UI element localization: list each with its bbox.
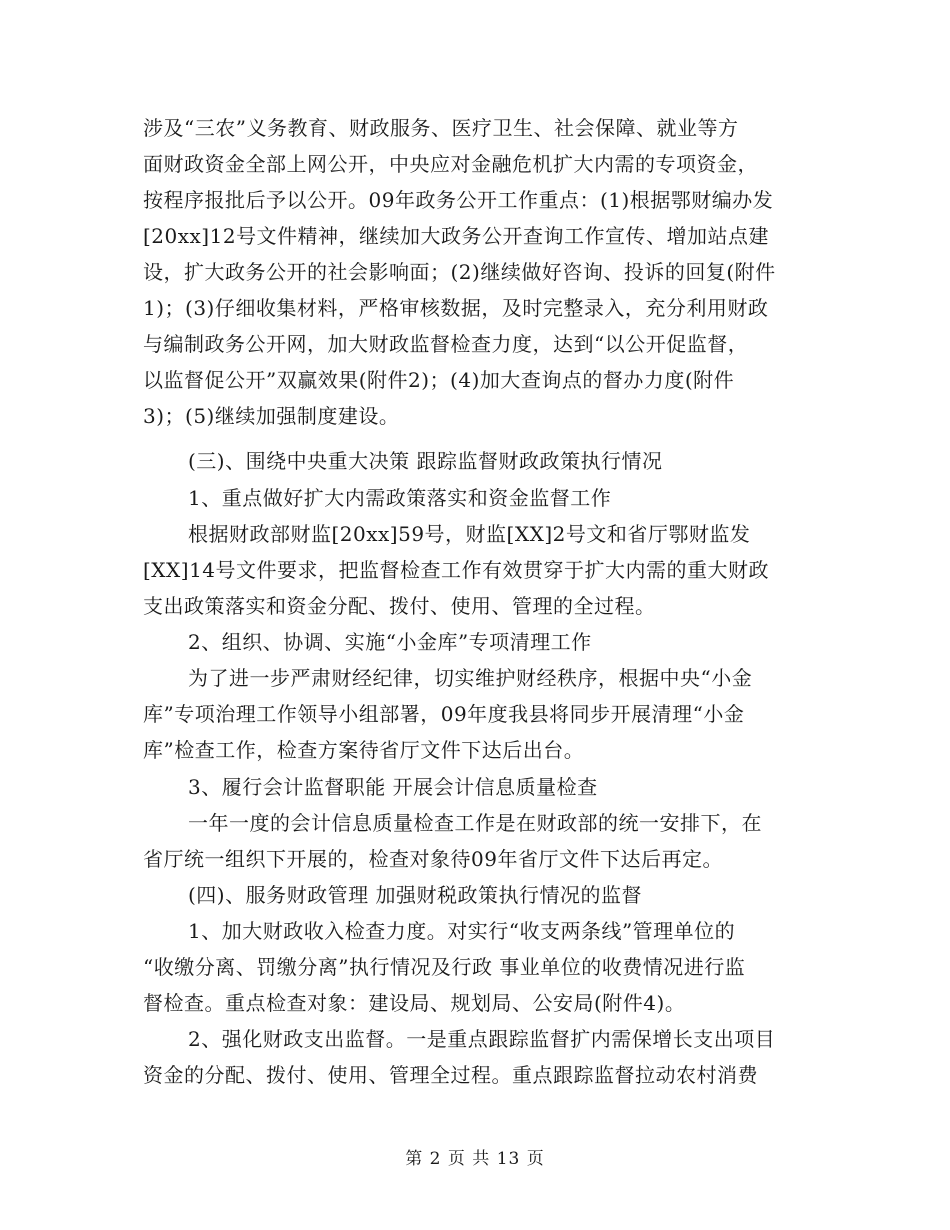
text-line: 按程序报批后予以公开。09年政务公开工作重点：(1)根据鄂财编办发 bbox=[143, 188, 774, 212]
text-line: 以监督促公开”双赢效果(附件2)；(4)加大查询点的督办力度(附件 bbox=[143, 368, 735, 392]
section-heading: (四)、服务财政管理 加强财税政策执行情况的监督 bbox=[188, 883, 642, 907]
text-line: 为了进一步严肃财经纪律，切实维护财经秩序，根据中央“小金 bbox=[188, 666, 753, 690]
text-line: [XX]14号文件要求，把监督检查工作有效贯穿于扩大内需的重大财政 bbox=[143, 558, 770, 582]
text-line: 面财政资金全部上网公开，中央应对金融危机扩大内需的专项资金， bbox=[143, 152, 758, 176]
text-line: 省厅统一组织下开展的，检查对象待09年省厅文件下达后再定。 bbox=[143, 847, 723, 871]
text-line: 3)；(5)继续加强制度建设。 bbox=[143, 404, 400, 428]
page-footer: 第 2 页 共 13 页 bbox=[405, 1149, 545, 1169]
text-line: “收缴分离、罚缴分离”执行情况及行政 事业单位的收费情况进行监 bbox=[143, 955, 746, 979]
text-line: 督检查。重点检查对象：建设局、规划局、公安局(附件4)。 bbox=[143, 991, 686, 1015]
text-line: 根据财政部财监[20xx]59号，财监[XX]2号文和省厅鄂财监发 bbox=[188, 522, 751, 546]
text-line: 设，扩大政务公开的社会影响面；(2)继续做好咨询、投诉的回复(附件 bbox=[143, 260, 776, 284]
text-line: 一年一度的会计信息质量检查工作是在财政部的统一安排下，在 bbox=[188, 811, 762, 835]
text-line: 资金的分配、拨付、使用、管理全过程。重点跟踪监督拉动农村消费 bbox=[143, 1063, 758, 1087]
text-line: 2、强化财政支出监督。一是重点跟踪监督扩内需保增长支出项目 bbox=[188, 1027, 776, 1051]
subsection-heading: 1、重点做好扩大内需政策落实和资金监督工作 bbox=[188, 486, 612, 510]
text-line: 与编制政务公开网，加大财政监督检查力度，达到“以公开促监督， bbox=[143, 332, 749, 356]
section-heading: (三)、围绕中央重大决策 跟踪监督财政政策执行情况 bbox=[188, 449, 663, 473]
text-line: 1)；(3)仔细收集材料，严格审核数据，及时完整录入，充分利用财政 bbox=[143, 296, 769, 320]
text-line: 库”专项治理工作领导小组部署，09年度我县将同步开展清理“小金 bbox=[143, 702, 745, 726]
text-line: 1、加大财政收入检查力度。对实行“收支两条线”管理单位的 bbox=[188, 919, 736, 943]
text-line: 支出政策落实和资金分配、拨付、使用、管理的全过程。 bbox=[143, 594, 656, 618]
text-line: 库”检查工作，检查方案待省厅文件下达后出台。 bbox=[143, 738, 585, 762]
subsection-heading: 2、组织、协调、实施“小金库”专项清理工作 bbox=[188, 630, 592, 654]
subsection-heading: 3、履行会计监督职能 开展会计信息质量检查 bbox=[188, 775, 598, 799]
text-line: 涉及“三农”义务教育、财政服务、医疗卫生、社会保障、就业等方 bbox=[143, 116, 739, 140]
text-line: [20xx]12号文件精神，继续加大政务公开查询工作宣传、增加站点建 bbox=[143, 224, 770, 248]
